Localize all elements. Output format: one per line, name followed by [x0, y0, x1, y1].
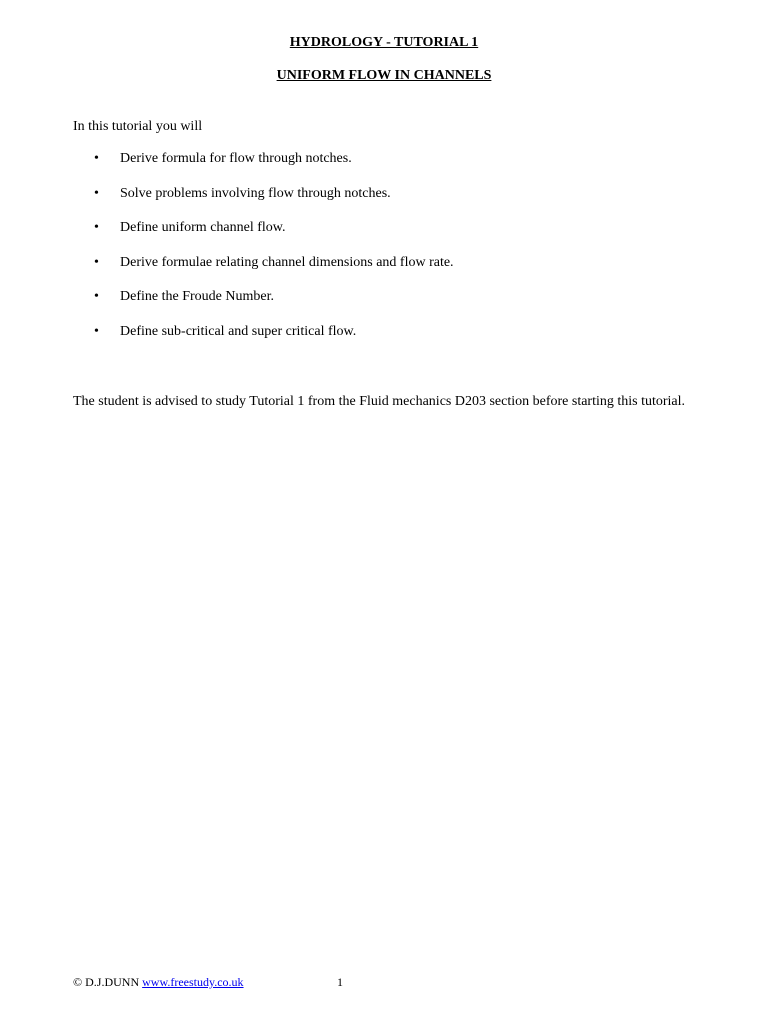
list-item: [0, 220, 768, 255]
bullet-icon: •: [94, 289, 99, 305]
list-item: [0, 324, 768, 359]
freestudy-link[interactable]: www.freestudy.co.uk: [142, 975, 244, 989]
objective-text: Solve problems involving flow through notches.: [120, 185, 391, 201]
bullet-icon: •: [94, 185, 99, 201]
objective-text: Define sub-critical and super critical flow.: [120, 323, 357, 339]
intro-text: In this tutorial you will: [73, 119, 203, 134]
page-number: 1: [337, 975, 343, 989]
objective-text: Define uniform channel flow.: [120, 220, 286, 236]
bullet-icon: •: [94, 220, 99, 236]
copyright-text: © D.J.DUNN: [73, 975, 143, 989]
document-title: HYDROLOGY - TUTORIAL 1: [289, 35, 479, 50]
bullet-icon: •: [94, 323, 99, 339]
objective-text: Derive formulae relating channel dimensions and flow rate.: [120, 254, 454, 270]
document-subtitle: UNIFORM FLOW IN CHANNELS: [276, 68, 492, 83]
advice-paragraph: The student is advised to study Tutorial 1 from the Fluid mechanics D203 section before starting this tutorial.: [73, 394, 686, 409]
objective-text: Define the Froude Number.: [120, 289, 274, 305]
footer: [73, 975, 244, 990]
list-item: [0, 255, 768, 290]
objective-text: Derive formula for flow through notches.: [120, 151, 352, 166]
list-item: [0, 289, 768, 324]
bullet-icon: •: [94, 254, 99, 270]
list-item: [0, 151, 768, 186]
list-item: [0, 186, 768, 221]
bullet-icon: •: [94, 151, 99, 166]
objectives-list: [0, 151, 768, 359]
